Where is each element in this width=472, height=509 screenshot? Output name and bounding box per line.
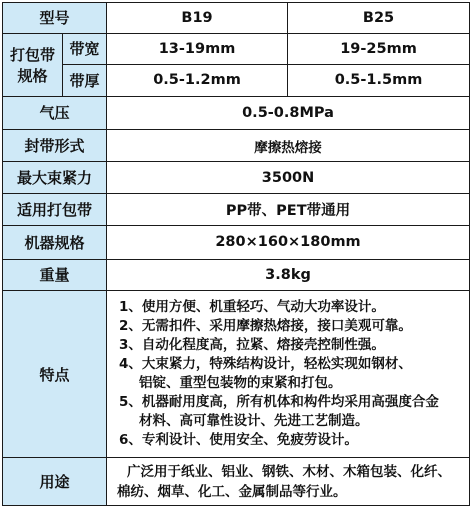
feature-line: 铝锭、重型包装物的束紧和打包。	[139, 375, 342, 392]
feature-line: 3、自动化程度高，拉紧、熔接壳控制性强。	[119, 337, 385, 354]
strap-thickness-b25: 0.5-1.5mm	[288, 65, 470, 97]
table-row-model	[3, 3, 470, 34]
strap-thickness-label: 带厚	[63, 65, 107, 97]
usage-text	[107, 458, 470, 506]
model-b19: B19	[107, 3, 288, 34]
model-b25: B25	[288, 3, 470, 34]
strap-width-b19: 13-19mm	[107, 33, 288, 65]
strap-spec-label	[3, 33, 63, 96]
table-row-strap-thickness	[3, 65, 470, 97]
weight-label: 重量	[3, 259, 107, 291]
feature-line: 6、专利设计、使用安全、免疲劳设计。	[119, 432, 358, 449]
table-row-usage	[3, 458, 470, 506]
machine-size-value: 280×160×180mm	[107, 225, 470, 259]
table-row-machine-size	[3, 225, 470, 259]
table-row-weight	[3, 259, 470, 291]
strap-spec-label-line1: 打包带	[9, 45, 55, 64]
table-row-sealing	[3, 130, 470, 162]
table-row-suitable-strap	[3, 194, 470, 226]
sealing-value: 摩擦热熔接	[107, 130, 470, 162]
strap-width-b25: 19-25mm	[288, 33, 470, 65]
feature-line: 1、使用方便、机重轻巧、气动大功率设计。	[119, 299, 385, 316]
feature-line: 材料、高可靠性设计、先进工艺制造。	[139, 413, 369, 430]
features-list	[107, 291, 470, 458]
suitable-strap-label: 适用打包带	[3, 194, 107, 226]
table-row-max-tension	[3, 161, 470, 194]
sealing-label: 封带形式	[3, 130, 107, 162]
features-label: 特点	[3, 291, 107, 458]
air-pressure-label: 气压	[3, 96, 107, 130]
strap-spec-label-line2: 规格	[17, 66, 48, 85]
feature-line: 4、大束紧力，特殊结构设计，轻松实现如钢材、	[119, 356, 412, 373]
strap-thickness-b19: 0.5-1.2mm	[107, 65, 288, 97]
feature-line: 2、无需扣件、采用摩擦热熔接，接口美观可靠。	[119, 318, 412, 335]
strap-width-label: 带宽	[63, 33, 107, 65]
suitable-strap-value: PP带、PET带通用	[107, 194, 470, 226]
model-label: 型号	[3, 3, 107, 34]
spec-table	[2, 2, 470, 506]
max-tension-value: 3500N	[107, 161, 470, 194]
feature-line: 5、机器耐用度高，所有机体和构件均采用高强度合金	[119, 394, 439, 411]
machine-size-label: 机器规格	[3, 225, 107, 259]
table-row-strap-width	[3, 33, 470, 65]
air-pressure-value: 0.5-0.8MPa	[107, 96, 470, 130]
usage-line: 棉纺、烟草、化工、金属制品等行业。	[117, 483, 347, 500]
usage-line: 广泛用于纸业、铝业、钢铁、木材、木箱包装、化纤、	[127, 463, 452, 480]
table-row-air-pressure	[3, 96, 470, 130]
weight-value: 3.8kg	[107, 259, 470, 291]
max-tension-label: 最大束紧力	[3, 161, 107, 194]
table-row-features	[3, 291, 470, 458]
usage-label: 用途	[3, 458, 107, 506]
